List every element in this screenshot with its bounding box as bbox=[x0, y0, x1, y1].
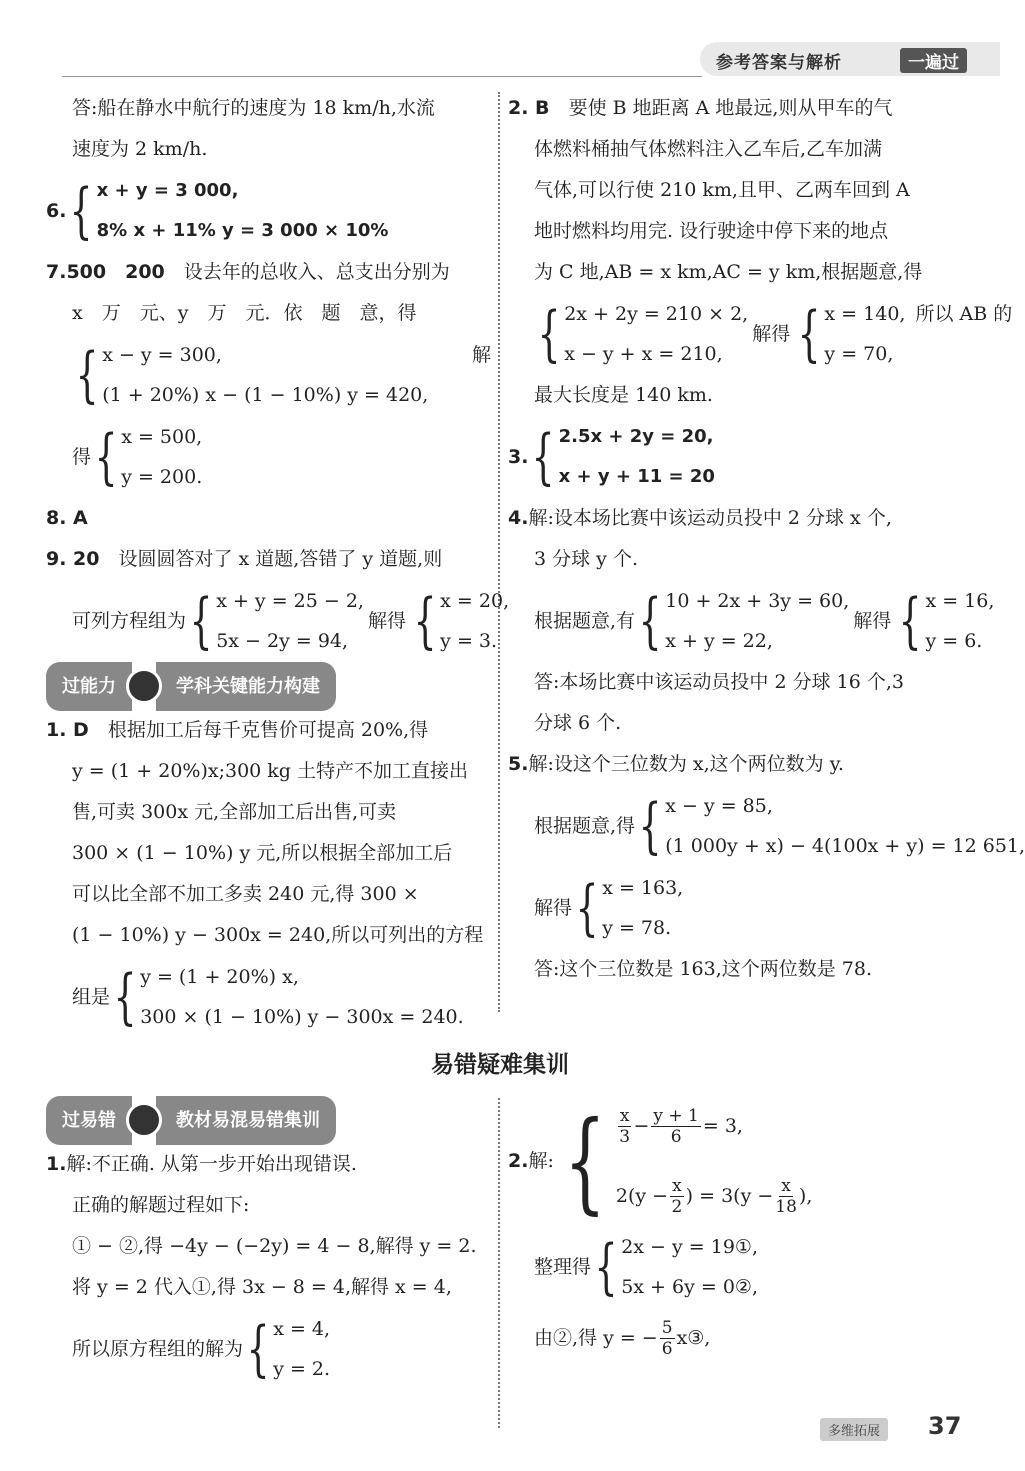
left-column-bottom bbox=[46, 1096, 491, 1390]
equation: 10 + 2x + 3y = 60, bbox=[665, 590, 850, 612]
page-number: 37 bbox=[928, 1412, 962, 1440]
answer-text: 速度为 2 km/h. bbox=[72, 138, 208, 160]
equation-system: { 2x − y = 19①, 5x + 6y = 0②, bbox=[591, 1227, 758, 1307]
equation: y = (1 + 20%) x, bbox=[140, 966, 299, 988]
problem-1 bbox=[46, 710, 491, 751]
equation: x + y = 22, bbox=[665, 630, 773, 652]
question-text: y = (1 + 20%)x;300 kg 土特产不加工直接出 bbox=[72, 760, 469, 782]
equation: y = 6. bbox=[925, 630, 983, 652]
question-text: 组是 bbox=[72, 985, 111, 1008]
equation: 300 × (1 − 10%) y − 300x = 240. bbox=[140, 1006, 464, 1028]
question-4 bbox=[508, 498, 956, 539]
question-text: 解:设本场比赛中该运动员投中 2 分球 x 个, bbox=[528, 507, 892, 529]
equation: x + y = 3 000, bbox=[96, 180, 239, 201]
equation-system: { y = (1 + 20%) x, 300 × (1 − 10%) y − 300x = 240. bbox=[110, 957, 464, 1037]
fraction: $\frac{x}{18}$ bbox=[775, 1175, 797, 1217]
solve-label: 得 bbox=[72, 445, 92, 468]
question-text: 可列方程组为 bbox=[72, 609, 187, 632]
question-text: 设去年的总收入、总支出分别为 bbox=[183, 261, 450, 283]
equation-row bbox=[46, 580, 510, 662]
solution-system: { x = 20, y = 3. bbox=[410, 581, 509, 661]
solution-row bbox=[46, 416, 491, 498]
answer-text: 答:本场比赛中该运动员投中 2 分球 16 个,3 bbox=[534, 671, 904, 693]
equation: x − y + x = 210, bbox=[564, 343, 723, 365]
equation: x = 4, bbox=[273, 1318, 331, 1340]
question-text: 整理得 bbox=[534, 1255, 592, 1278]
solution-system: { x = 163, y = 78. bbox=[572, 868, 683, 948]
banner-subtitle: 教材易混易错集训 bbox=[156, 1096, 336, 1145]
question-text: 所以原方程组的解为 bbox=[72, 1337, 244, 1360]
question-text: 为 C 地,AB = x km,AC = y km,根据题意,得 bbox=[534, 261, 923, 283]
error-2 bbox=[508, 1096, 956, 1226]
equation: x = 20, bbox=[440, 590, 510, 612]
equation-row bbox=[508, 785, 1025, 867]
question-text: 设圆圆答对了 x 道题,答错了 y 道题,则 bbox=[118, 548, 443, 570]
equation-system: { 10 + 2x + 3y = 60, x + y = 22, bbox=[635, 581, 849, 661]
question-7 bbox=[46, 252, 491, 293]
banner-subtitle: 学科关键能力构建 bbox=[156, 662, 336, 711]
question-text: 根据题意,得 bbox=[534, 814, 636, 837]
question-text: 根据题意,有 bbox=[534, 609, 636, 632]
equation-system: { 2.5x + 2y = 20, x + y + 11 = 20 bbox=[528, 417, 714, 497]
equation-row bbox=[46, 956, 491, 1038]
question-text: 正确的解题过程如下: bbox=[72, 1194, 250, 1216]
solution-row bbox=[508, 867, 956, 949]
equation-system: { x + y = 25 − 2, 5x − 2y = 94, bbox=[186, 581, 364, 661]
section-banner-ability bbox=[46, 666, 491, 706]
banner-label: 过能力 bbox=[46, 662, 132, 711]
question-text: 3 分球 y 个. bbox=[534, 548, 638, 570]
header-title: 参考答案与解析 bbox=[716, 53, 842, 73]
equation: (1 000y + x) − 4(100x + y) = 12 651, bbox=[665, 835, 1025, 857]
question-text: 气体,可以行使 210 km,且甲、乙两车回到 A bbox=[534, 179, 910, 201]
solution-system: { x = 500, y = 200. bbox=[91, 417, 202, 497]
question-number: 9. 20 bbox=[46, 548, 100, 570]
left-column bbox=[46, 88, 510, 1038]
answer-text: 答:这个三位数是 163,这个两位数是 78. bbox=[534, 958, 873, 980]
equation: y = 200. bbox=[121, 466, 203, 488]
equation: $\frac{x}{3}$ − $\frac{y + 1}{6}$ = 3, bbox=[619, 1105, 743, 1147]
equation: x = 163, bbox=[602, 877, 684, 899]
question-3 bbox=[508, 416, 956, 498]
error-1 bbox=[46, 1144, 491, 1185]
question-9 bbox=[46, 539, 491, 580]
equation: y = 3. bbox=[440, 630, 498, 652]
question-number: 1. bbox=[46, 1153, 67, 1175]
equation: 2.5x + 2y = 20, bbox=[558, 426, 714, 447]
question-number: 8. A bbox=[46, 507, 88, 529]
section-title: 易错疑难集训 bbox=[431, 1052, 569, 1078]
solve-label: 解得 bbox=[534, 896, 573, 919]
fraction: $\frac{x}{2}$ bbox=[671, 1175, 683, 1217]
question-text: (1 − 10%) y − 300x = 240,所以可列出的方程 bbox=[72, 924, 484, 946]
question-number: 4. bbox=[508, 507, 529, 529]
equation: 8% x + 11% y = 3 000 × 10% bbox=[96, 220, 389, 241]
question-text: 解:设这个三位数为 x,这个两位数为 y. bbox=[528, 753, 844, 775]
equation: 5x + 6y = 0②, bbox=[621, 1276, 758, 1298]
solution-row bbox=[46, 1308, 491, 1390]
column-divider-top bbox=[498, 92, 500, 1012]
question-text: 体燃料桶抽气体燃料注入乙车后,乙车加满 bbox=[534, 138, 883, 160]
answer-text: 分球 6 个. bbox=[534, 712, 622, 734]
solve-label: 解得 bbox=[853, 609, 892, 632]
question-text: 售,可卖 300x 元,全部加工后出售,可卖 bbox=[72, 801, 397, 823]
equation: x = 140, bbox=[824, 303, 906, 325]
equation: y = 70, bbox=[824, 343, 894, 365]
question-number: 2. bbox=[508, 1149, 529, 1172]
equation-row bbox=[46, 334, 491, 416]
equation: x − y = 85, bbox=[665, 795, 773, 817]
equation: y = 2. bbox=[273, 1358, 331, 1380]
solve-label: 解得 bbox=[752, 322, 791, 345]
equation-row bbox=[508, 293, 1013, 375]
fraction: $\frac{5}{6}$ bbox=[661, 1317, 673, 1359]
footer-badge: 多维拓展 bbox=[820, 1418, 888, 1441]
solve-label: 解得 bbox=[367, 609, 406, 632]
solution-system: { x = 4, y = 2. bbox=[243, 1309, 330, 1389]
solution-system: { x = 140, y = 70, bbox=[794, 294, 905, 374]
question-8 bbox=[46, 498, 491, 539]
solution-system: { x = 16, y = 6. bbox=[895, 581, 994, 661]
equation: x − y = 300, bbox=[102, 344, 222, 366]
question-5 bbox=[508, 744, 956, 785]
equation-system: { x + y = 3 000, 8% x + 11% y = 3 000 × 10% bbox=[66, 171, 388, 251]
banner-label: 过易错 bbox=[46, 1096, 132, 1145]
question-number: 5. bbox=[508, 753, 529, 775]
header-brand: 一遍过 bbox=[900, 48, 967, 73]
right-column-bottom bbox=[508, 1096, 956, 1368]
question-2 bbox=[508, 88, 956, 129]
equation: 5x − 2y = 94, bbox=[216, 630, 349, 652]
equation: x + y + 11 = 20 bbox=[558, 466, 715, 487]
question-text: 最大长度是 140 km. bbox=[534, 384, 713, 406]
question-number: 1. D bbox=[46, 719, 89, 741]
equation: x = 16, bbox=[925, 590, 995, 612]
question-text: 解:不正确. 从第一步开始出现错误. bbox=[66, 1153, 357, 1175]
question-6 bbox=[46, 170, 491, 252]
equation-system: { x − y = 85, (1 000y + x) − 4(100x + y) = 12 651, bbox=[635, 786, 1025, 866]
question-number: 3. bbox=[508, 445, 529, 468]
question-text: ① − ②,得 −4y − (−2y) = 4 − 8,解得 y = 2. bbox=[72, 1235, 477, 1257]
medal-icon bbox=[126, 668, 162, 704]
equation: 2x + 2y = 210 × 2, bbox=[564, 303, 749, 325]
equation: 2x − y = 19①, bbox=[621, 1236, 758, 1258]
header-rule bbox=[62, 76, 702, 77]
question-text: 地时燃料均用完. 设行驶途中停下来的地点 bbox=[534, 220, 889, 242]
equation: 2(y − $\frac{x}{2}$ ) = 3(y − $\frac{x}{18}$ ), bbox=[615, 1175, 813, 1217]
apple-icon bbox=[126, 1102, 162, 1138]
question-text: 所以 AB 的 bbox=[915, 302, 1013, 325]
question-text: 要使 B 地距离 A 地最远,则从甲车的气 bbox=[568, 97, 893, 119]
fraction: $\frac{x}{3}$ bbox=[619, 1105, 631, 1147]
equation: (1 + 20%) x − (1 − 10%) y = 420, bbox=[102, 384, 429, 406]
equation-system: { 2x + 2y = 210 × 2, x − y + x = 210, bbox=[534, 294, 748, 374]
question-text: 将 y = 2 代入①,得 3x − 8 = 4,解得 x = 4, bbox=[72, 1276, 452, 1298]
equation: y = 78. bbox=[602, 917, 672, 939]
question-text: 300 × (1 − 10%) y 元,所以根据全部加工后 bbox=[72, 842, 453, 864]
fraction: $\frac{y + 1}{6}$ bbox=[653, 1105, 699, 1147]
equation-system: { $\frac{x}{3}$ − $\frac{y + 1}{6}$ = 3, 2(y − $\frac{x}{2}$ ) = 3(y − $\frac{x}{18}$ ), bbox=[554, 1091, 813, 1231]
equation: x + y = 25 − 2, bbox=[216, 590, 364, 612]
section-banner-errors bbox=[46, 1100, 491, 1140]
question-number: 7.500 200 bbox=[46, 261, 165, 283]
right-column bbox=[508, 88, 1025, 990]
equation-row bbox=[508, 580, 995, 662]
question-number: 2. B bbox=[508, 97, 550, 119]
answer-text: 答:船在静水中航行的速度为 18 km/h,水流 bbox=[72, 97, 435, 119]
equation-row: 由②,得 y = − $\frac{5}{6}$ x③, bbox=[534, 1317, 711, 1359]
column-divider-bottom bbox=[498, 1098, 500, 1428]
solve-label: 解: bbox=[528, 1149, 554, 1172]
question-number: 6. bbox=[46, 199, 67, 222]
question-text: x 万 元、y 万 元．依 题 意，得 bbox=[72, 302, 417, 324]
equation-system: { x − y = 300, (1 + 20%) x − (1 − 10%) y = 420, bbox=[72, 335, 428, 415]
equation-row bbox=[508, 1226, 956, 1308]
equation: x = 500, bbox=[121, 426, 203, 448]
question-text: 可以比全部不加工多卖 240 元,得 300 × bbox=[72, 883, 419, 905]
question-text: 根据加工后每千克售价可提高 20%,得 bbox=[107, 719, 429, 741]
solve-label: 解 bbox=[471, 343, 491, 366]
